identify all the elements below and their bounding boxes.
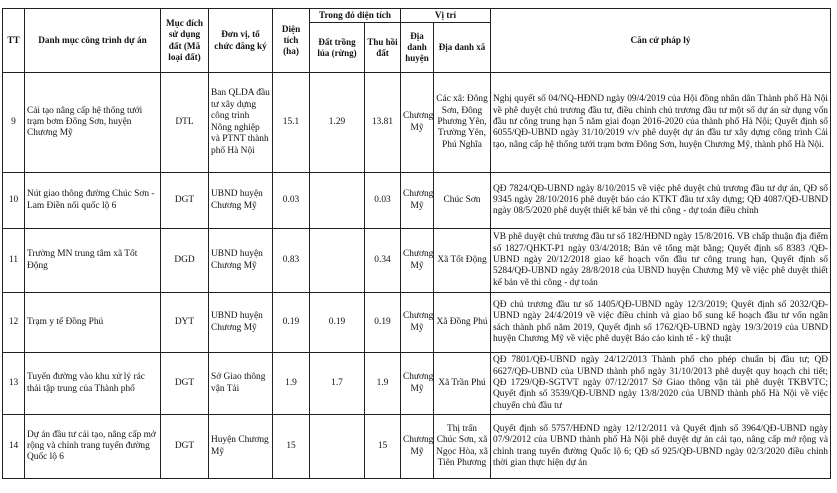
registering-unit: Sở Giao thông vận Tải <box>209 353 273 415</box>
commune-name: Xã Trần Phú <box>434 353 491 415</box>
recovery-value: 15 <box>365 415 401 479</box>
commune-name: Chúc Sơn <box>434 173 491 229</box>
area-value: 0.83 <box>273 229 310 293</box>
land-use-code: DGT <box>161 415 209 479</box>
table-row <box>3 293 831 353</box>
registering-unit: UBND huyện Chương Mỹ <box>209 293 273 353</box>
rice-land-value: 1.29 <box>310 73 365 173</box>
rice-land-value <box>310 229 365 293</box>
district-name: Chương Mỹ <box>401 353 434 415</box>
row-number: 14 <box>3 415 25 479</box>
legal-basis-text: Nghị quyết số 04/NQ-HĐND ngày 09/4/2019 của Hội đồng nhân dân Thành phố Hà Nội về phê duyệt chủ trương đầu tư, điều chỉnh chủ trương đầu tư một số dự án sử dụng vốn đầu tư công trung hạn 5 năm giai đoạn 2016-2020 của thành phố Hà Nội; Quyết định số 6055/QĐ-UBND ngày 31/10/2019 v/v phê duyệt dự án đầu tư xây dựng công trình Cải tạo, nâng cấp hệ thống tưới trạm bơm Đông Sơn, huyện Chương Mỹ, thành phố Hà Nội. <box>491 73 831 173</box>
rice-land-value <box>310 415 365 479</box>
land-use-code: DGT <box>161 353 209 415</box>
header-location: Vị trí <box>401 9 491 23</box>
header-legal-basis: Căn cứ pháp lý <box>491 9 831 73</box>
project-name: Dự án đầu tư cải tạo, nâng cấp mở rộng và chỉnh trang tuyến đường Quốc lộ 6 <box>25 415 161 479</box>
recovery-value: 0.03 <box>365 173 401 229</box>
rice-land-value <box>310 173 365 229</box>
table-row <box>3 73 831 173</box>
legal-basis-text: QĐ 7801/QĐ-UBND ngày 24/12/2013 Thành phố cho phép chuẩn bị đầu tư; QĐ 6627/QĐ-UBND của UBND thành phố ngày 31/10/2013 phê duyệt quy hoạch chi tiết; QĐ 1729/QĐ-SGTVT ngày 07/12/2017 Sở Giao thông vận tải phê duyệt TKBVTC; Quyết định số 3539/QĐ-UBND ngày 13/8/2020 của UBND thành phố Hà Nội về việc chuyển chủ đầu tư <box>491 353 831 415</box>
registering-unit: Huyện Chương Mỹ <box>209 415 273 479</box>
row-number: 9 <box>3 73 25 173</box>
header-land-use-purpose: Mục đích sử dụng đất (Mã loại đất) <box>161 9 209 73</box>
district-name: Chương Mỹ <box>401 229 434 293</box>
land-use-code: DTL <box>161 73 209 173</box>
project-name: Tuyến đường vào khu xử lý rác thải tập trung của Thành phố <box>25 353 161 415</box>
registering-unit: Ban QLDA đầu tư xây dựng công trình Nông nghiệp và PTNT thành phố Hà Nội <box>209 73 273 173</box>
table-row <box>3 173 831 229</box>
header-of-which-area: Trong đó diện tích <box>310 9 401 23</box>
header-land-recovery: Thu hồi đất <box>365 23 401 73</box>
table-row <box>3 229 831 293</box>
recovery-value: 0.19 <box>365 293 401 353</box>
table-row <box>3 353 831 415</box>
legal-basis-text: Quyết định số 5757/HĐND ngày 12/12/2011 và Quyết định số 3964/QĐ-UBND ngày 07/9/2012 của UBND thành phố Hà Nội phê duyệt dự án cải tạo, nâng cấp mở rộng và chỉnh trang tuyến đường Quốc lộ 6; QĐ số 925/QĐ-UBND ngày 02/3/2020 điều chỉnh thời gian thực hiện dự án <box>491 415 831 479</box>
legal-basis-text: QĐ chủ trương đầu tư số 1405/QĐ-UBND ngày 12/3/2019; Quyết định số 2032/QĐ-UBND ngày 24/4/2019 về việc điều chỉnh và giao bổ sung kế hoạch đầu tư vốn ngân sách thành phố năm 2019, Quyết định số 1762/QĐ-UBND ngày 19/3/2019 của UBND huyện Chương Mỹ về việc phê duyệt Báo cáo kinh tế - kỹ thuật <box>491 293 831 353</box>
row-number: 11 <box>3 229 25 293</box>
area-value: 15 <box>273 415 310 479</box>
row-number: 13 <box>3 353 25 415</box>
registering-unit: UBND huyện Chương Mỹ <box>209 173 273 229</box>
commune-name: Xã Đồng Phú <box>434 293 491 353</box>
project-name: Cải tạo nâng cấp hệ thống tưới trạm bơm Đông Sơn, huyện Chương Mỹ <box>25 73 161 173</box>
header-area: Diện tích (ha) <box>273 9 310 73</box>
project-name: Trường MN trung tâm xã Tốt Động <box>25 229 161 293</box>
recovery-value: 0.34 <box>365 229 401 293</box>
header-registering-unit: Đơn vị, tổ chức đăng ký <box>209 9 273 73</box>
commune-name: Thị trấn Chúc Sơn, xã Ngọc Hòa, xã Tiên Phương <box>434 415 491 479</box>
district-name: Chương Mỹ <box>401 173 434 229</box>
row-number: 10 <box>3 173 25 229</box>
district-name: Chương Mỹ <box>401 293 434 353</box>
district-name: Chương Mỹ <box>401 415 434 479</box>
commune-name: Xã Tốt Động <box>434 229 491 293</box>
land-use-code: DYT <box>161 293 209 353</box>
header-district: Địa danh huyện <box>401 23 434 73</box>
land-use-project-table <box>2 8 831 479</box>
header-rice-land: Đất trồng lúa (rừng) <box>310 23 365 73</box>
area-value: 15.1 <box>273 73 310 173</box>
rice-land-value: 1.7 <box>310 353 365 415</box>
commune-name: Các xã: Đông Sơn, Đông Phương Yên, Trường Yên, Phú Nghĩa <box>434 73 491 173</box>
land-use-code: DGD <box>161 229 209 293</box>
district-name: Chương Mỹ <box>401 73 434 173</box>
area-value: 0.19 <box>273 293 310 353</box>
header-commune: Địa danh xã <box>434 23 491 73</box>
registering-unit: UBND huyện Chương Mỹ <box>209 229 273 293</box>
row-number: 12 <box>3 293 25 353</box>
recovery-value: 13.81 <box>365 73 401 173</box>
recovery-value: 1.9 <box>365 353 401 415</box>
area-value: 1.9 <box>273 353 310 415</box>
table-row <box>3 415 831 479</box>
legal-basis-text: VB phê duyệt chủ trương đầu tư số 182/HĐND ngày 15/8/2016. VB chấp thuận địa điểm số 1827/QHKT-P1 ngày 03/4/2018; Bản vẽ tổng mặt bằng; Quyết định số 8383 /QĐ-UBND ngày 20/12/2018 giao kế hoạch vốn đầu tư công trung hạn, Quyết định số 5284/QĐ-UBND ngày 28/8/2018 của UBND huyện Chương Mỹ về việc phê duyệt thiết kế bản vẽ thi công - dự toán <box>491 229 831 293</box>
land-use-code: DGT <box>161 173 209 229</box>
project-name: Trạm y tế Đồng Phú <box>25 293 161 353</box>
rice-land-value: 0.19 <box>310 293 365 353</box>
area-value: 0.03 <box>273 173 310 229</box>
header-project-name: Danh mục công trình dự án <box>25 9 161 73</box>
header-tt: TT <box>3 9 25 73</box>
legal-basis-text: QĐ 7824/QĐ-UBND ngày 8/10/2015 về việc phê duyệt chủ trương đầu tư dự án, QĐ số 9345 ngày 28/10/2016 phê duyệt báo cáo KTKT đầu tư xây dựng; QĐ 4087/QĐ-UBND ngày 08/5/2020 phê duyệt thiết kế bản vẽ thi công - dự toán điều chỉnh <box>491 173 831 229</box>
project-name: Nút giao thông đường Chúc Sơn - Lam Điền nối quốc lộ 6 <box>25 173 161 229</box>
